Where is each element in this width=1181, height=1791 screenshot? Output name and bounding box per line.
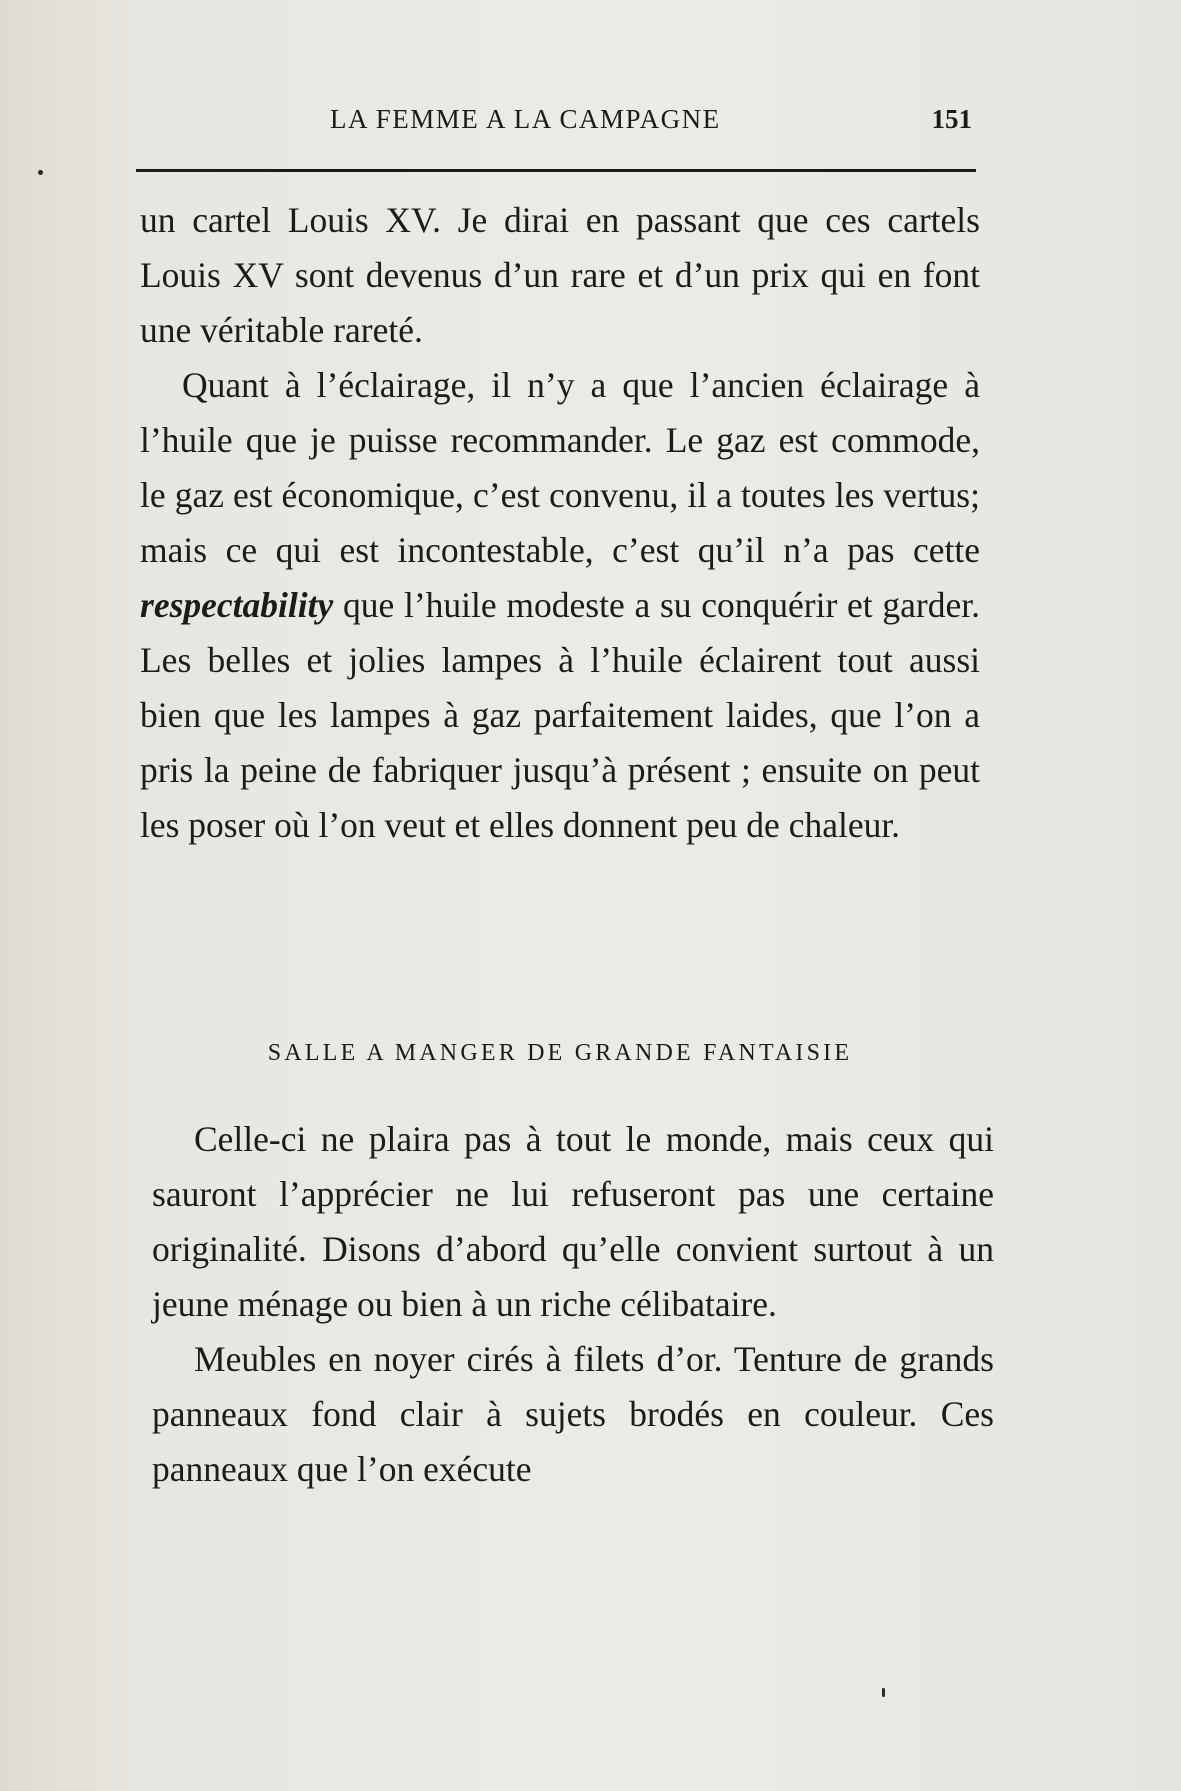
section-heading: SALLE A MANGER DE GRANDE FANTAISIE bbox=[267, 1040, 853, 1066]
header-rule bbox=[136, 169, 976, 172]
ink-speck bbox=[882, 1688, 885, 1697]
paragraph-lighting: Quant à l’éclairage, il n’y a que l’ancien éclairage à l’huile que je puisse recommander. Le gaz est commode, le gaz est économique, c’est convenu, il a toutes les vertus; mais ce qui est incontestable, c’est qu’il n’a pas cette respectability que l’huile modeste a su conquérir et garder. Les belles et jolies lampes à l’huile éclairent tout aussi bien que les lampes à gaz parfaitement laides, que l’on a pris la peine de fabriquer jusqu’à présent ; ensuite on peut les poser où l’on veut et elles donnent peu de chaleur. bbox=[140, 365, 980, 845]
body-text-bottom bbox=[152, 1112, 994, 1497]
running-head bbox=[136, 104, 976, 144]
page-number: 151 bbox=[931, 104, 972, 134]
italic-term: respectability bbox=[140, 585, 334, 625]
paragraph-dining-room-intro: Celle-ci ne plaira pas à tout le monde, mais ceux qui sauront l’apprécier ne lui refuseront pas une certaine originalité. Disons d’abord qu’elle convient surtout à un jeune ménage ou bien à un riche célibataire. bbox=[152, 1119, 994, 1324]
body-text-top bbox=[140, 193, 980, 853]
running-title: LA FEMME A LA CAMPAGNE bbox=[330, 104, 721, 134]
ink-speck bbox=[38, 170, 43, 175]
paragraph-furniture: Meubles en noyer cirés à filets d’or. Tenture de grands panneaux fond clair à sujets brodés en couleur. Ces panneaux que l’on exécute bbox=[152, 1339, 994, 1489]
paragraph-continuation: un cartel Louis XV. Je dirai en passant que ces cartels Louis XV sont devenus d’un rare et d’un prix qui en font une véritable rareté. bbox=[140, 200, 980, 350]
